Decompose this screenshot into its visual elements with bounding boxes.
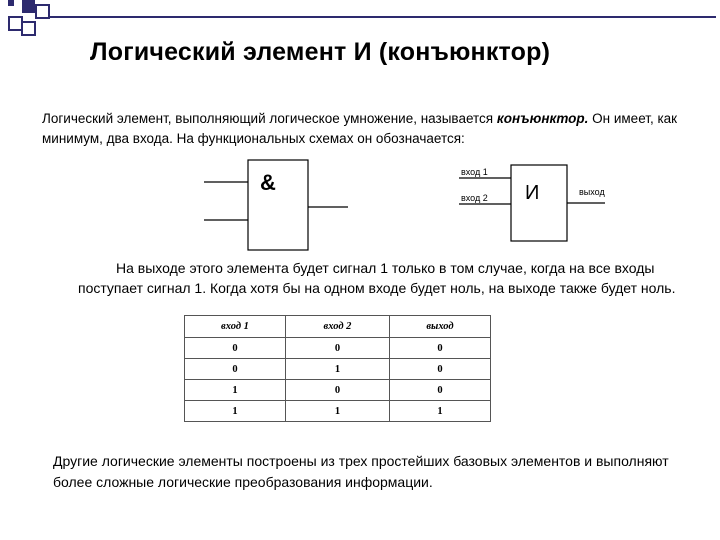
table-cell: 1 — [185, 380, 286, 401]
intro-text-before: Логический элемент, выполняющий логическое умножение, называется — [42, 111, 497, 126]
and-gate-symbol-labeled — [455, 160, 625, 245]
gate-2-symbol: И — [525, 182, 540, 204]
truth-table-header: вход 1 — [185, 316, 286, 338]
table-row — [185, 380, 491, 401]
intro-text-after: Он имеет, как минимум, два входа. На функциональных схемах он обозначается: — [42, 111, 678, 146]
gate-2-input1-label: вход 1 — [461, 167, 488, 177]
table-row — [185, 338, 491, 359]
gate-2-input2-label: вход 2 — [461, 193, 488, 203]
table-cell: 1 — [390, 401, 491, 422]
truth-table-header: вход 2 — [286, 316, 390, 338]
table-cell: 0 — [390, 380, 491, 401]
truth-table-header: выход — [390, 316, 491, 338]
table-row — [185, 401, 491, 422]
table-cell: 1 — [185, 401, 286, 422]
table-cell: 0 — [185, 359, 286, 380]
description-text: На выходе этого элемента будет сигнал 1 только в том случае, когда на все входы поступает сигнал 1. Когда хотя бы на одном входе будет ноль, на выходе также будет ноль. — [78, 260, 676, 296]
conclusion-paragraph: Другие логические элементы построены из трех простейших базовых элементов и выполняют более сложные логические преобразования информации. — [53, 453, 669, 490]
table-cell: 0 — [390, 359, 491, 380]
table-cell: 1 — [286, 401, 390, 422]
intro-term: конъюнктор. — [496, 111, 589, 126]
table-row — [185, 359, 491, 380]
gate-1-symbol: & — [260, 170, 276, 195]
page-title: Логический элемент И (конъюнктор) — [90, 38, 551, 66]
gate-2-output-label: выход — [579, 187, 605, 197]
table-cell: 0 — [185, 338, 286, 359]
table-cell: 1 — [286, 359, 390, 380]
table-cell: 0 — [390, 338, 491, 359]
truth-table-header-row — [185, 316, 491, 338]
and-gate-symbol-ampersand — [200, 155, 360, 255]
table-cell: 0 — [286, 380, 390, 401]
truth-table — [184, 315, 491, 422]
description-paragraph — [78, 258, 688, 298]
intro-paragraph — [42, 109, 712, 149]
table-cell: 0 — [286, 338, 390, 359]
